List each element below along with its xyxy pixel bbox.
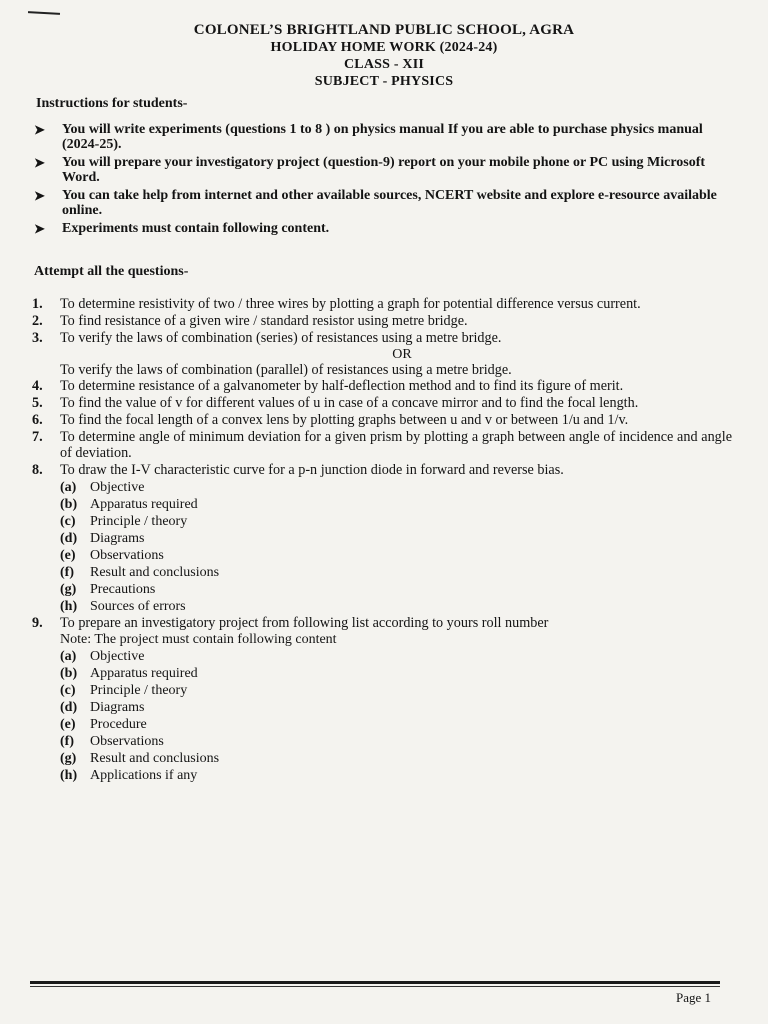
question-alternative: To verify the laws of combination (parallel) of resistances using a metre bridge. xyxy=(60,362,512,378)
subject-label: SUBJECT - PHYSICS xyxy=(314,74,454,89)
instruction-item: ➤ Experiments must contain following content. xyxy=(34,221,330,236)
footer-divider-thin xyxy=(30,986,720,987)
instruction-item: ➤ You can take help from internet and other available sources, NCERT website and explore e-resource available online. xyxy=(34,188,717,218)
list-item: (f) Observations xyxy=(60,734,164,749)
arrowhead-bullet-icon: ➤ xyxy=(34,155,45,170)
list-item: (g) Precautions xyxy=(60,582,156,597)
questions-heading: Attempt all the questions- xyxy=(34,264,189,279)
or-separator: OR xyxy=(392,347,412,362)
instruction-item: ➤ You will prepare your investigatory project (question-9) report on your mobile phone or PC using Microsoft Word. xyxy=(34,155,706,185)
document-header xyxy=(0,22,768,90)
list-item: (e) Procedure xyxy=(60,717,147,732)
list-item: (g) Result and conclusions xyxy=(60,751,220,766)
question-item: 8. To draw the I-V characteristic curve for a p-n junction diode in forward and reverse bias. xyxy=(32,462,564,478)
experiment-content-list xyxy=(32,479,732,615)
list-item: (d) Diagrams xyxy=(60,700,145,715)
question-item: 6. To find the focal length of a convex lens by plotting graphs between u and v or between 1/u and 1/v. xyxy=(32,412,629,428)
question-item: 2. To find resistance of a given wire / standard resistor using metre bridge. xyxy=(32,313,468,329)
questions-list xyxy=(32,296,732,784)
arrowhead-bullet-icon: ➤ xyxy=(34,122,45,137)
instructions-list xyxy=(34,122,734,239)
question-item: 5. To find the value of v for different values of u in case of a concave mirror and to find the focal length. xyxy=(32,395,639,411)
question-item: 3. To verify the laws of combination (series) of resistances using a metre bridge. xyxy=(32,330,502,346)
list-item: (b) Apparatus required xyxy=(60,666,198,681)
school-name: COLONEL’S BRIGHTLAND PUBLIC SCHOOL, AGRA xyxy=(193,22,575,38)
question-item: 1. To determine resistivity of two / three wires by plotting a graph for potential difference versus current. xyxy=(32,296,641,312)
class-label: CLASS - XII xyxy=(344,57,424,72)
question-item: 4. To determine resistance of a galvanometer by half-deflection method and to find its figure of merit. xyxy=(32,378,624,394)
instructions-heading: Instructions for students- xyxy=(36,96,188,111)
list-item: (h) Sources of errors xyxy=(60,599,186,614)
list-item: (d) Diagrams xyxy=(60,531,145,546)
pen-mark xyxy=(28,11,60,15)
instruction-item: ➤ You will write experiments (questions 1 to 8 ) on physics manual If you are able to purchase physics manual (2024-25). xyxy=(34,122,703,152)
list-item: (b) Apparatus required xyxy=(60,497,198,512)
homework-title: HOLIDAY HOME WORK (2024-24) xyxy=(270,40,498,55)
list-item: (h) Applications if any xyxy=(60,768,198,783)
list-item: (a) Objective xyxy=(60,480,145,495)
project-content-list xyxy=(32,648,732,784)
list-item: (e) Observations xyxy=(60,548,164,563)
question-item: 9. To prepare an investigatory project from following list according to yours roll number xyxy=(32,615,549,631)
arrowhead-bullet-icon: ➤ xyxy=(34,188,45,203)
list-item: (c) Principle / theory xyxy=(60,683,188,698)
question-item: 7. To determine angle of minimum deviation for a given prism by plotting a graph between angle of incidence and angle of deviation. xyxy=(32,429,732,461)
page-number: Page 1 xyxy=(676,990,712,1005)
list-item: (c) Principle / theory xyxy=(60,514,188,529)
footer-divider xyxy=(30,981,720,984)
list-item: (a) Objective xyxy=(60,649,145,664)
list-item: (f) Result and conclusions xyxy=(60,565,220,580)
project-note: Note: The project must contain following content xyxy=(60,632,337,647)
arrowhead-bullet-icon: ➤ xyxy=(34,221,45,236)
